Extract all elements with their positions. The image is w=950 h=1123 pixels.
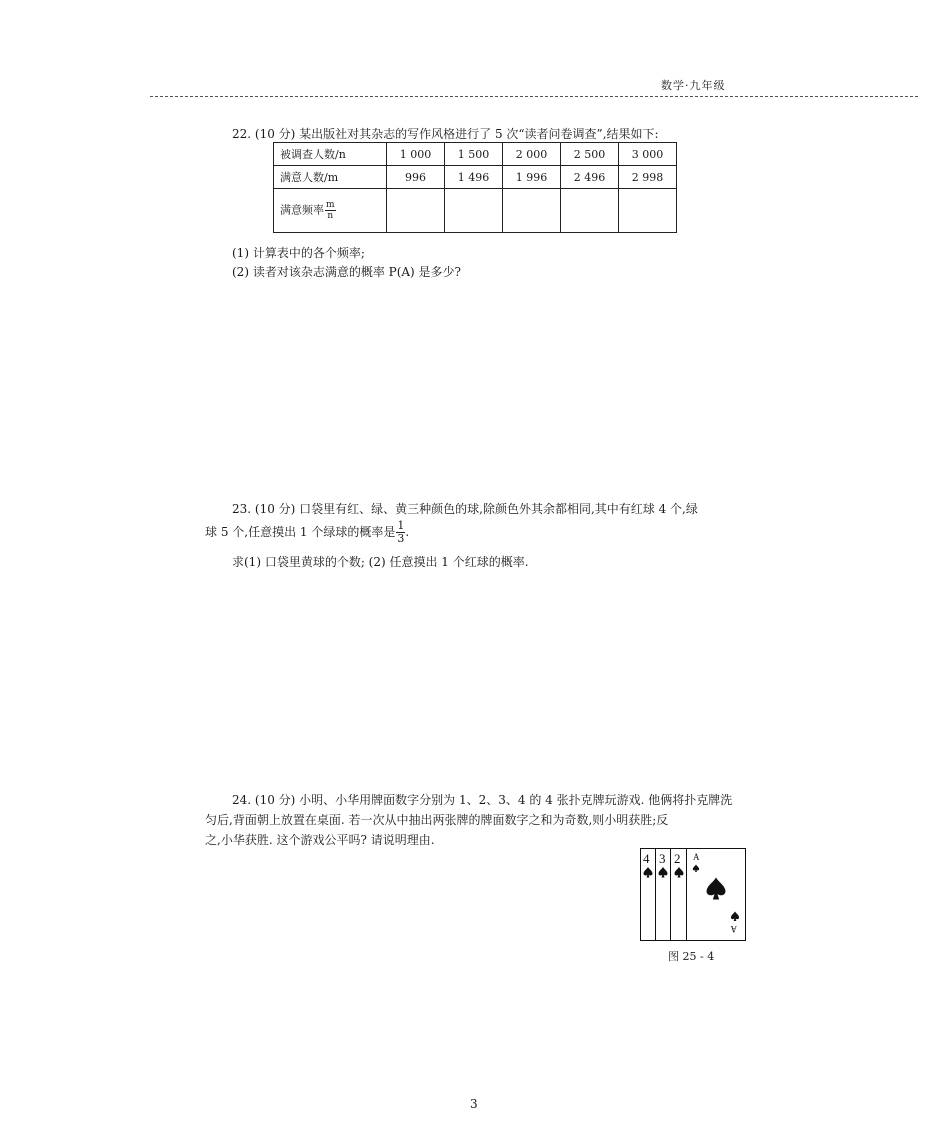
figure-caption: 图 25 - 4: [668, 950, 715, 963]
card-4-rank: 4: [643, 851, 650, 866]
playing-cards-figure: [640, 848, 746, 941]
q23-line2-end: .: [405, 525, 410, 539]
fraction: [325, 200, 336, 221]
q22-title: 22. (10 分) 某出版社对其杂志的写作风格进行了 5 次“读者问卷调查”,结果如下:: [232, 127, 659, 141]
table-cell: 2 500: [561, 143, 619, 166]
row-header-label: 满意频率: [280, 203, 324, 217]
fraction-denominator: 3: [397, 532, 405, 545]
q23-line1: 23. (10 分) 口袋里有红、绿、黄三种颜色的球,除颜色外其余都相同,其中有红球 4 个,绿: [232, 502, 698, 516]
card-2-rank: 2: [674, 851, 681, 866]
table-cell: 3 000: [619, 143, 677, 166]
table-cell: 2 496: [561, 166, 619, 189]
fraction: [396, 520, 405, 545]
table-cell: 1 000: [387, 143, 445, 166]
q24-line3: 之,小华获胜. 这个游戏公平吗? 请说明理由.: [205, 833, 435, 847]
table-row: [274, 143, 677, 166]
q23-line3: 求(1) 口袋里黄球的个数; (2) 任意摸出 1 个红球的概率.: [232, 555, 529, 569]
fraction-denominator: n: [327, 211, 334, 221]
header-rule: [150, 96, 918, 97]
page-number: 3: [470, 1097, 478, 1111]
answer-cell[interactable]: [445, 189, 503, 233]
card-a-rank: A: [693, 852, 700, 862]
q22-part1: (1) 计算表中的各个频率;: [232, 246, 365, 260]
answer-cell[interactable]: [619, 189, 677, 233]
answer-cell[interactable]: [561, 189, 619, 233]
table-cell: 2 998: [619, 166, 677, 189]
table-row: [274, 189, 677, 233]
table-cell: 1 996: [503, 166, 561, 189]
table-cell: 996: [387, 166, 445, 189]
row-header: [274, 189, 387, 233]
card-3-rank: 3: [659, 851, 666, 866]
answer-cell[interactable]: [503, 189, 561, 233]
table-cell: 1 500: [445, 143, 503, 166]
row-header: 被调查人数/n: [274, 143, 387, 166]
table-row: [274, 166, 677, 189]
q23-line2: [205, 520, 409, 545]
header-title: 数学·九年级: [661, 79, 726, 92]
fraction-numerator: m: [326, 200, 335, 210]
card-4: [641, 849, 746, 941]
table-cell: 1 496: [445, 166, 503, 189]
table-cell: 2 000: [503, 143, 561, 166]
row-header: 满意人数/m: [274, 166, 387, 189]
q23-line2-text: 球 5 个,任意摸出 1 个绿球的概率是: [205, 525, 396, 539]
survey-table: [273, 142, 677, 233]
q22-part2: (2) 读者对该杂志满意的概率 P(A) 是多少?: [232, 265, 461, 279]
q24-line2: 匀后,背面朝上放置在桌面. 若一次从中抽出两张牌的牌面数字之和为奇数,则小明获胜;反: [205, 813, 669, 827]
fraction-numerator: 1: [397, 519, 405, 532]
card-a-rank-inverted: A: [730, 924, 737, 934]
q24-line1: 24. (10 分) 小明、小华用牌面数字分别为 1、2、3、4 的 4 张扑克牌玩游戏. 他俩将扑克牌洗: [232, 793, 733, 807]
answer-cell[interactable]: [387, 189, 445, 233]
